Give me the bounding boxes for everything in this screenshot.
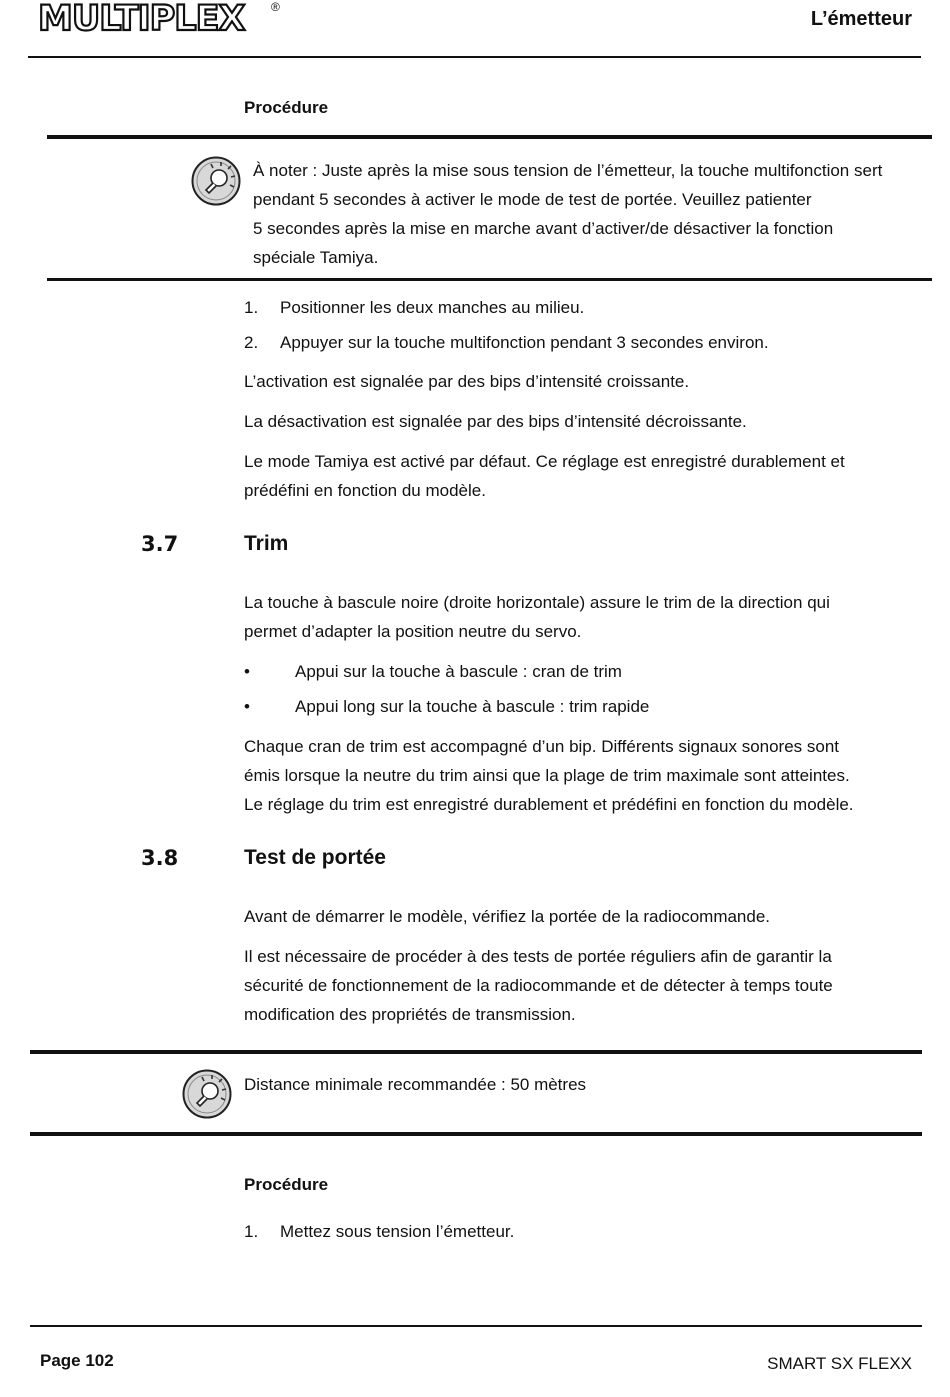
registered-mark: ®: [271, 0, 280, 14]
paragraph: Chaque cran de trim est accompagné d’un bip. Différents signaux sonores sont émis lorsque la neutre du trim ainsi que la plage de trim maximale sont atteintes. Le réglage du trim est enregistré durablement et prédéfini en fonction du modèle.: [244, 737, 854, 814]
paragraph: La touche à bascule noire (droite horizontale) assure le trim de la direction qui permet d’adapter la position neutre du servo.: [244, 593, 830, 641]
section-number: 3.8: [141, 846, 179, 870]
note-text: Distance minimale recommandée : 50 mètres: [244, 1075, 587, 1094]
product-name: SMART SX FLEXX: [767, 1354, 912, 1373]
header-rule: [28, 56, 921, 58]
list-item: 1. Positionner les deux manches au milieu.: [244, 298, 585, 317]
list-item: • Appui long sur la touche à bascule : trim rapide: [244, 697, 650, 716]
bullet-list: [244, 657, 649, 721]
list-item: 1. Mettez sous tension l’émetteur.: [244, 1222, 515, 1241]
note-text: À noter : Juste après la mise sous tension de l’émetteur, la touche multifonction sert pendant 5 secondes à activer le mode de test de portée. Veuillez patienter 5 secondes après la mise en marche avant d’activer/de désactiver la fonction spéciale Tamiya.: [253, 161, 883, 267]
note-rule-bottom: [47, 278, 932, 281]
section-title: Trim: [244, 532, 289, 555]
paragraph: L’activation est signalée par des bips d’intensité croissante.: [244, 372, 690, 391]
note-rule-top: [47, 135, 932, 139]
footer-rule: [30, 1325, 922, 1327]
paragraph: Avant de démarrer le modèle, vérifiez la portée de la radiocommande.: [244, 907, 771, 926]
section-title: Test de portée: [244, 846, 386, 869]
header-title: L’émetteur: [810, 8, 912, 30]
procedure-heading: Procédure: [244, 98, 329, 117]
paragraph: Il est nécessaire de procéder à des tests de portée réguliers afin de garantir la sécurité de fonctionnement de la radiocommande et de détecter à temps toute modification des propriétés de transmission.: [244, 947, 833, 1024]
procedure-heading: Procédure: [244, 1175, 329, 1194]
page-number: Page 102: [40, 1351, 114, 1370]
section-number: 3.7: [141, 532, 179, 556]
note-rule-bottom: [30, 1132, 922, 1136]
paragraph: La désactivation est signalée par des bips d’intensité décroissante.: [244, 412, 747, 431]
lightbulb-icon: [191, 156, 241, 206]
paragraph: Le mode Tamiya est activé par défaut. Ce réglage est enregistré durablement et prédéfini en fonction du modèle.: [244, 452, 845, 500]
multiplex-logo: MULTIPLEX: [38, 0, 245, 39]
lightbulb-icon: [182, 1069, 232, 1119]
step-list: [244, 293, 769, 357]
step-list: [244, 1217, 514, 1246]
note-rule-top: [30, 1050, 922, 1054]
list-item: • Appui sur la touche à bascule : cran de trim: [244, 662, 622, 681]
list-item: 2. Appuyer sur la touche multifonction pendant 3 secondes environ.: [244, 333, 769, 352]
